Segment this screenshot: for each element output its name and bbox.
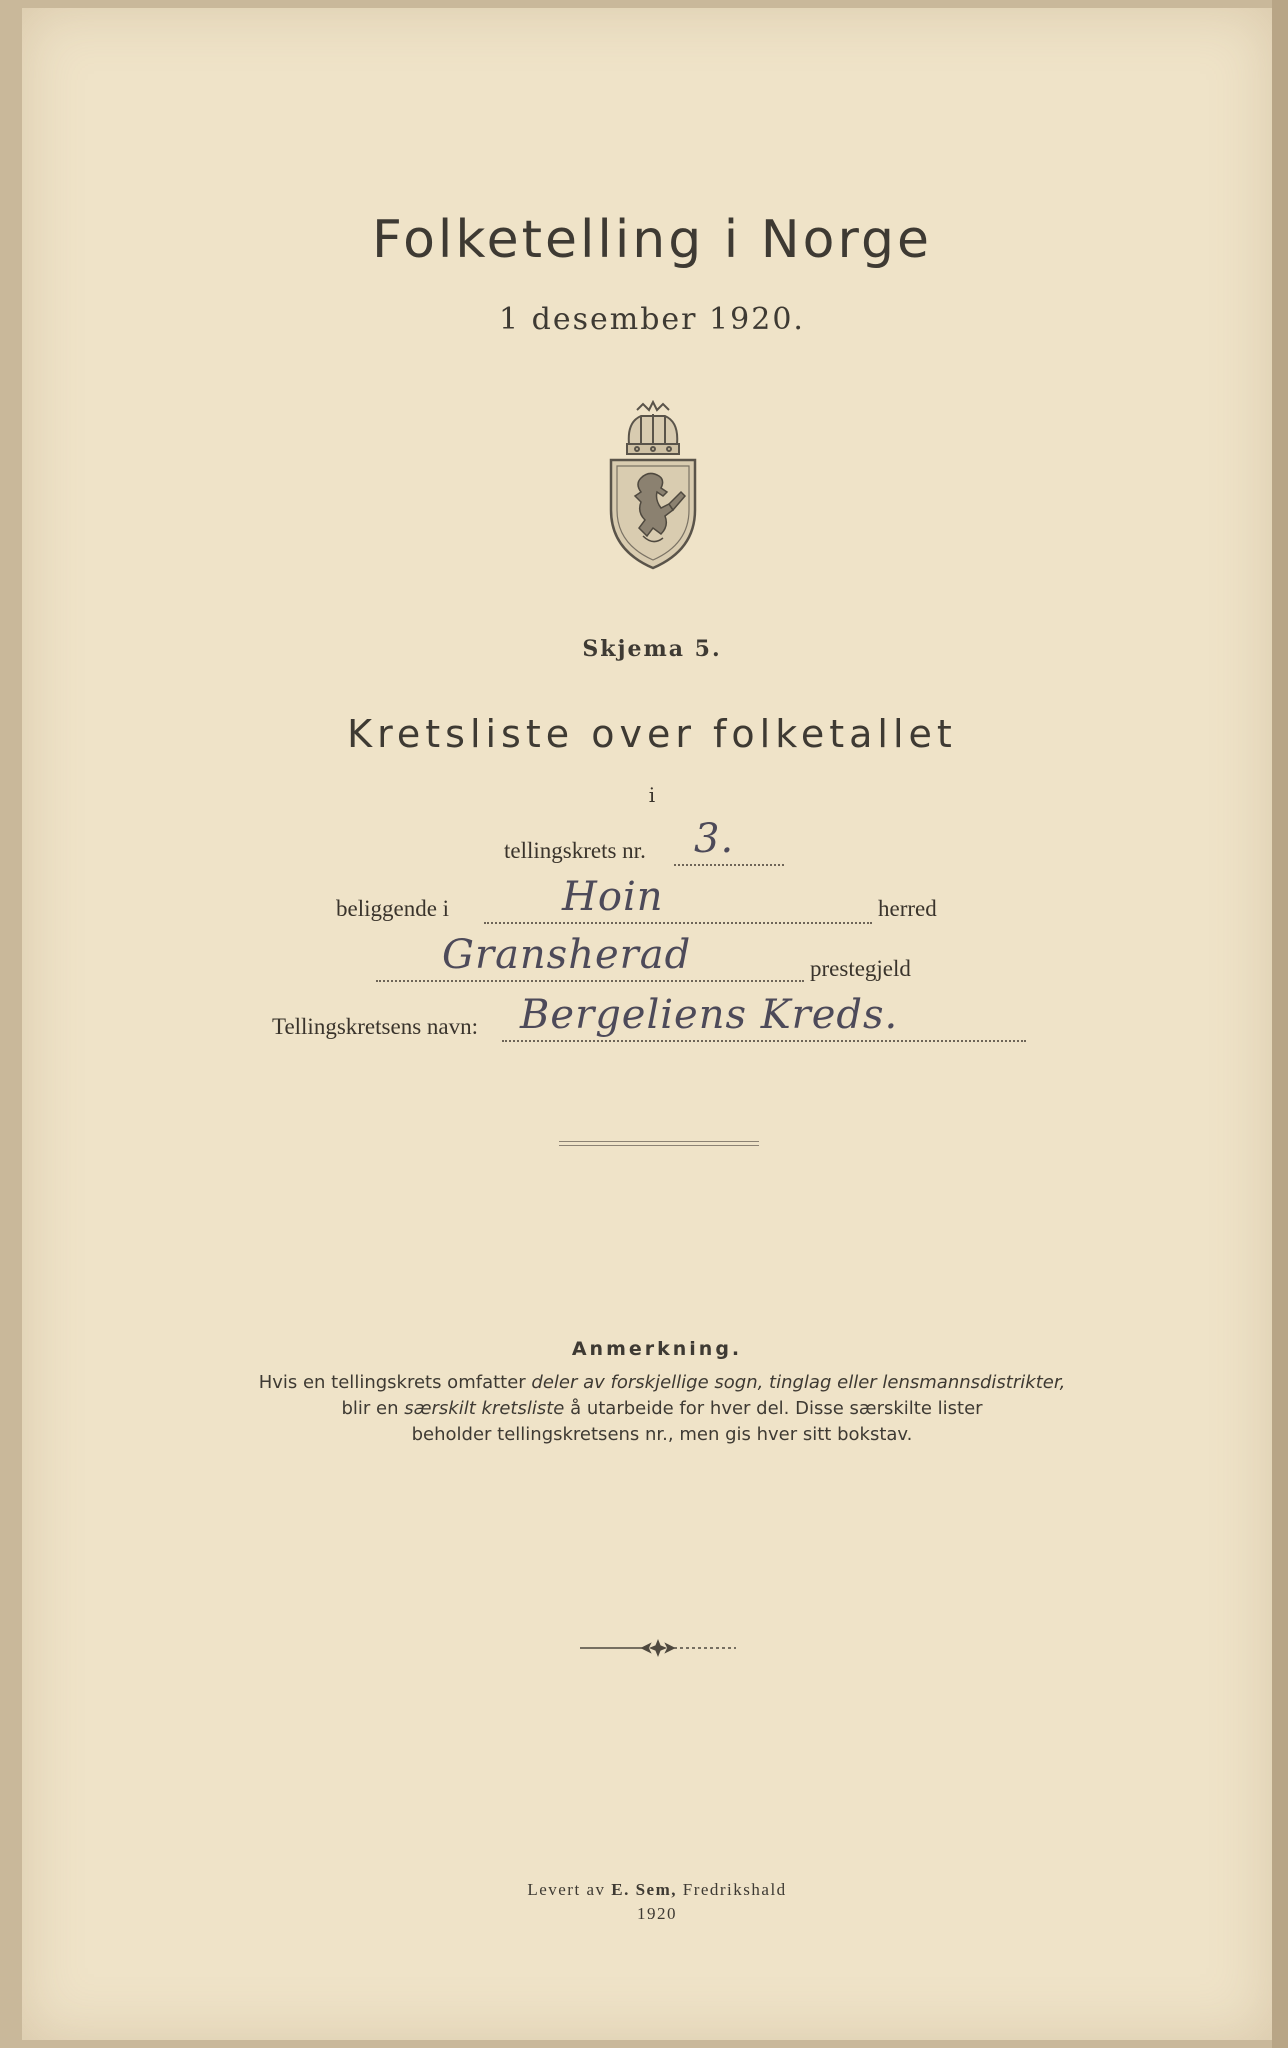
herred-label: herred [878, 896, 937, 921]
printer-name: E. Sem, [611, 1880, 677, 1899]
note-heading: Anmerkning. [571, 1338, 743, 1360]
note-line-2-part-a: blir en [341, 1398, 405, 1419]
page-edge [1272, 0, 1288, 2048]
located-in-line [484, 922, 872, 924]
printer-line [422, 1878, 892, 1902]
document-page [22, 8, 1272, 2040]
district-number-line [674, 864, 784, 866]
section-divider [559, 1141, 759, 1146]
note-line-1-part-b: deler av forskjellige sogn, tinglag eller lensmannsdistrikter, [531, 1372, 1066, 1393]
district-name-line [502, 1040, 1026, 1042]
district-name-label: Tellingskretsens navn: [272, 1014, 478, 1039]
district-number-label: tellingskrets nr. [504, 838, 646, 863]
norwegian-coat-of-arms-icon [607, 400, 699, 574]
located-in-value: Hoin [562, 874, 664, 920]
note-line-2-part-c: å utarbeide for hver del. Disse særskilte lister [564, 1398, 983, 1419]
parish-label: prestegjeld [810, 956, 911, 981]
printer-city: Fredrikshald [676, 1880, 787, 1899]
printer-prefix: Levert av [527, 1880, 612, 1899]
parish-line [376, 980, 804, 982]
located-in-label: beliggende i [336, 896, 450, 921]
note-line-1 [222, 1370, 1102, 1396]
parish-value: Gransherad [442, 932, 692, 978]
form-heading: Kretsliste over folketallet [347, 712, 957, 756]
connector-word: i [648, 783, 656, 807]
printer-year: 1920 [637, 1904, 677, 1923]
note-line-1-part-a: Hvis en tellingskrets omfatter [258, 1372, 532, 1393]
ornament-divider-icon [578, 1638, 738, 1662]
document-title: Folketelling i Norge [372, 210, 932, 270]
document-date: 1 desember 1920. [499, 302, 805, 337]
note-line-3: beholder tellingskretsens nr., men gis hver sitt bokstav. [411, 1424, 913, 1445]
printer-imprint [422, 1878, 892, 1926]
note-text [222, 1370, 1102, 1448]
district-name-value: Bergeliens Kreds. [520, 992, 899, 1038]
schema-number: Skjema 5. [582, 636, 722, 662]
district-number-value: 3. [694, 816, 735, 862]
note-line-2-part-b: særskilt kretsliste [404, 1398, 565, 1419]
note-line-2 [222, 1396, 1102, 1422]
